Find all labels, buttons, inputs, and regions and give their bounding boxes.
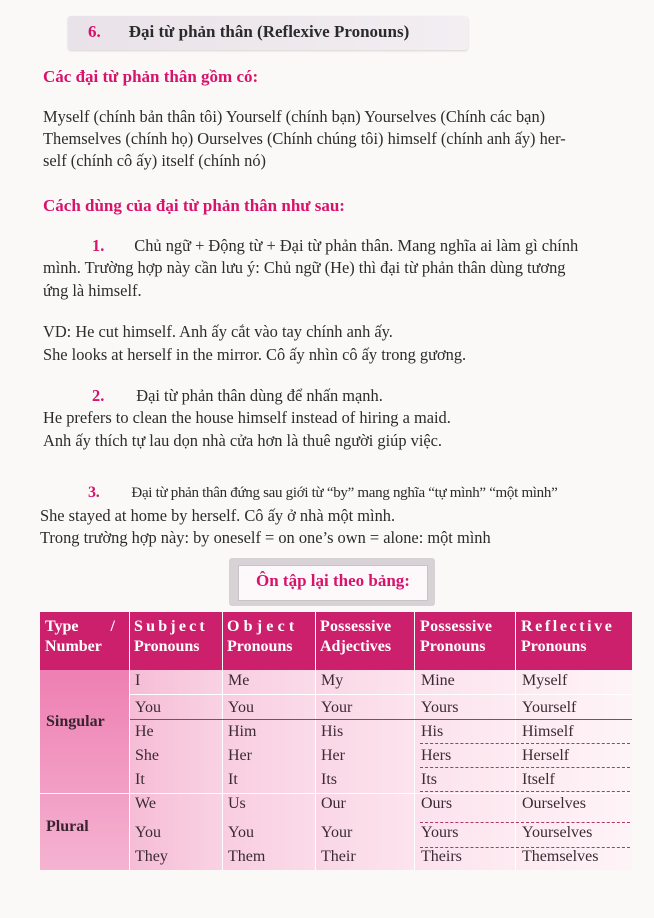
table-cell: Your: [321, 824, 353, 841]
table-cell: Himself: [522, 723, 574, 740]
header-possessive-pronouns: Possessive Pronouns: [420, 618, 493, 655]
usage2-example: Anh ấy thích tự lau dọn nhà cửa hơn là thuê người giúp việc.: [43, 431, 443, 450]
usage2-example: He prefers to clean the house himself instead of hiring a maid.: [43, 408, 451, 427]
heading-list: Các đại từ phản thân gồm có:: [43, 67, 259, 86]
list-line: Myself (chính bản thân tôi) Yourself (chính bạn) Yourselves (Chính các bạn): [43, 107, 546, 126]
usage2-line: [92, 386, 383, 406]
table-cell: You: [135, 824, 161, 841]
usage3-example: She stayed at home by herself. Cô ấy ở nhà một mình.: [40, 506, 396, 525]
table-cell: Yours: [421, 824, 459, 841]
usage3-line: [88, 484, 557, 502]
table-cell: It: [135, 771, 145, 788]
group-column: [40, 670, 129, 870]
table-cell: She: [135, 747, 159, 764]
usage1-example: VD: He cut himself. Anh ấy cắt vào tay chính anh ấy.: [43, 322, 393, 341]
table-cell: Their: [321, 848, 356, 865]
table-cell: Yourself: [522, 699, 577, 716]
table-cell: Him: [228, 723, 257, 740]
section-header: [88, 22, 409, 42]
usage3-text: Đại từ phản thân đứng sau giới từ “by” mang nghĩa “tự mình” “một mình”: [131, 485, 558, 501]
heading-usage: Cách dùng của đại từ phản thân như sau:: [43, 196, 345, 215]
usage3-example: Trong trường hợp này: by oneself = on one’s own = alone: một mình: [40, 528, 491, 547]
table-cell: We: [135, 795, 156, 812]
table-cell: Us: [228, 795, 246, 812]
table-cell: Themselves: [522, 848, 599, 865]
table-cell: My: [321, 672, 344, 689]
table-cell: Theirs: [421, 848, 462, 865]
table-cell: Ours: [421, 795, 453, 812]
list-line: self (chính cô ấy) itself (chính nó): [43, 151, 267, 170]
table-cell: Itself: [522, 771, 555, 788]
table-cell: You: [228, 699, 254, 716]
header-type-number: Type / Number: [45, 618, 115, 655]
table-cell: Your: [321, 699, 353, 716]
table-cell: His: [321, 723, 344, 740]
usage1-line: [92, 236, 578, 256]
table-cell: Our: [321, 795, 346, 812]
table-cell: Its: [321, 771, 337, 788]
usage1-example: She looks at herself in the mirror. Cô ấy nhìn cô ấy trong gương.: [43, 345, 467, 364]
table-cell: It: [228, 771, 238, 788]
group-singular: Singular: [46, 713, 105, 730]
table-cell: Its: [421, 771, 437, 788]
table-cell: He: [135, 723, 154, 740]
table-cell: Yourselves: [522, 824, 593, 841]
table-cell: Me: [228, 672, 250, 689]
section-number: 6.: [88, 22, 101, 41]
usage1-line: mình. Trường hợp này cần lưu ý: Chủ ngữ (He) thì đại từ phản thân dùng tương: [43, 258, 566, 277]
group-plural: Plural: [46, 818, 89, 835]
table-cell: Herself: [522, 747, 570, 764]
header-possessive-adjectives: Possessive Adjectives: [320, 618, 392, 655]
usage2-number: 2.: [92, 386, 105, 405]
table-cell: His: [421, 723, 444, 740]
table-cell: Her: [228, 747, 252, 764]
usage1-number: 1.: [92, 236, 105, 255]
table-cell: Mine: [421, 672, 455, 689]
header-reflective-pronouns: Reflective Pronouns: [521, 618, 615, 655]
table-cell: Ourselves: [522, 795, 586, 812]
review-title: Ôn tập lại theo bảng:: [256, 571, 410, 590]
header-object-pronouns: Object Pronouns: [227, 618, 299, 655]
usage3-number: 3.: [88, 484, 100, 501]
table-cell: They: [135, 848, 168, 865]
usage1-line: ứng là himself.: [43, 281, 142, 300]
table-cell: I: [135, 672, 141, 689]
usage2-text: Đại từ phản thân dùng để nhấn mạnh.: [136, 386, 383, 405]
table-cell: You: [135, 699, 161, 716]
table-cell: Myself: [522, 672, 568, 689]
usage1-text: Chủ ngữ + Động từ + Đại từ phản thân. Mang nghĩa ai làm gì chính: [134, 236, 579, 255]
table-cell: Yours: [421, 699, 459, 716]
section-title: Đại từ phản thân (Reflexive Pronouns): [128, 22, 410, 41]
table-cell: Them: [228, 848, 266, 865]
header-subject-pronouns: Subject Pronouns: [134, 618, 208, 655]
list-line: Themselves (chính họ) Ourselves (Chính chúng tôi) himself (chính anh ấy) her-: [43, 129, 566, 148]
table-cell: You: [228, 824, 254, 841]
table-cell: Hers: [421, 747, 452, 764]
table-cell: Her: [321, 747, 345, 764]
